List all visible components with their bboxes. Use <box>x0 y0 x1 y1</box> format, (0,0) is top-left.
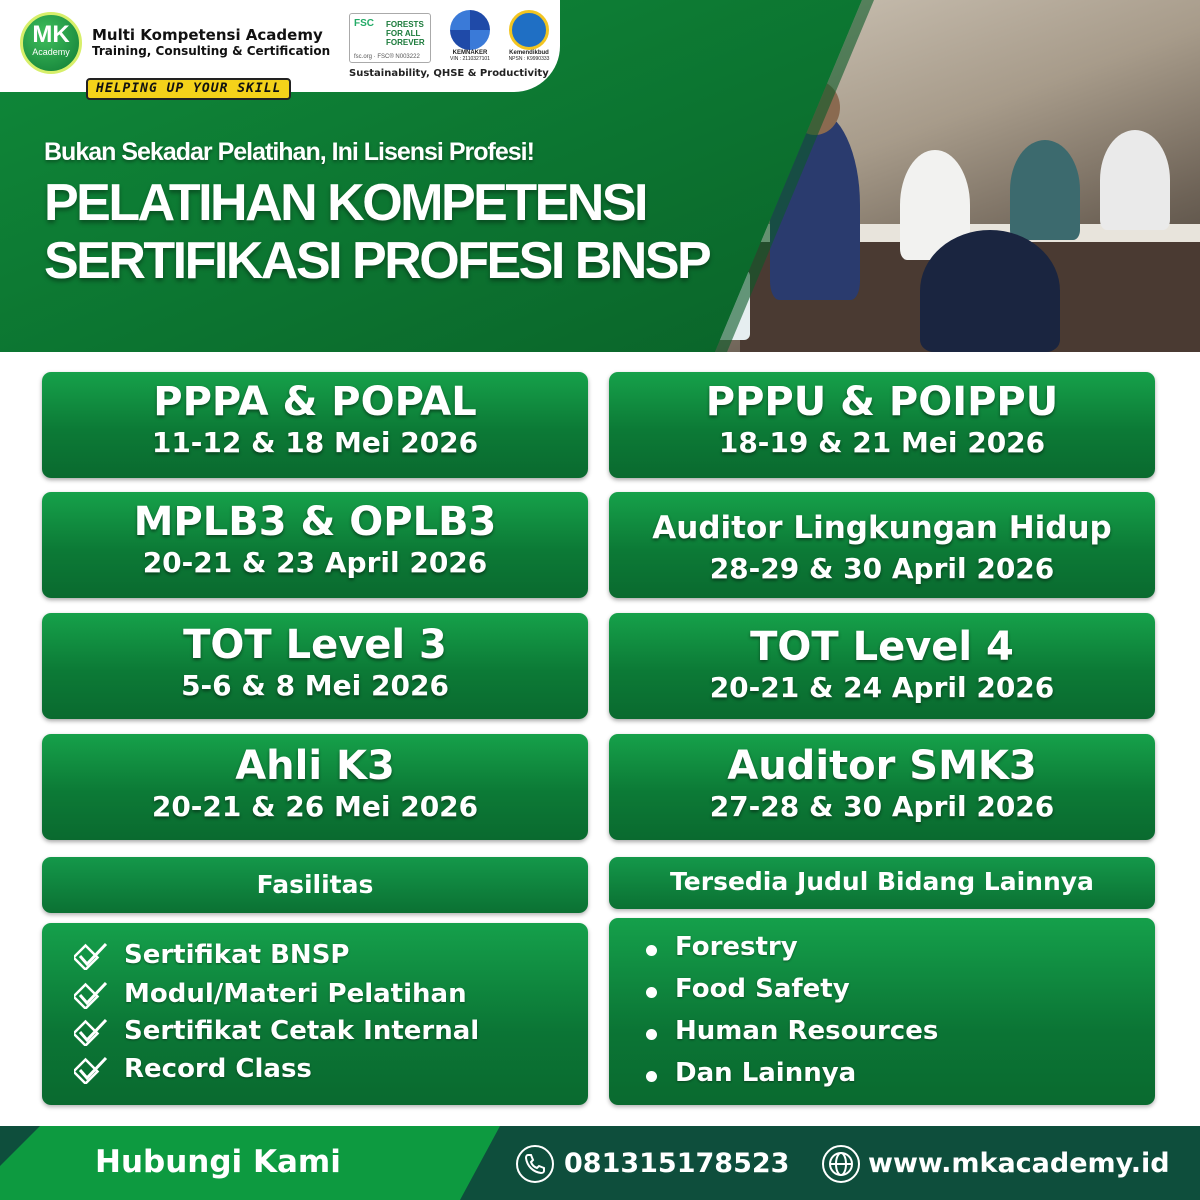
course-card[interactable] <box>42 492 588 598</box>
course-dates: 11-12 & 18 Mei 2026 <box>151 426 479 459</box>
facility-item: Modul/Materi Pelatihan <box>124 979 467 1009</box>
phone-number[interactable]: 081315178523 <box>564 1148 790 1179</box>
field-item: Food Safety <box>675 974 850 1004</box>
checkbox-checked-icon <box>74 1016 110 1046</box>
bullet-icon <box>646 945 657 956</box>
facility-item: Sertifikat Cetak Internal <box>124 1016 480 1046</box>
course-dates: 18-19 & 21 Mei 2026 <box>718 426 1046 459</box>
phone-icon[interactable] <box>516 1145 554 1183</box>
other-fields-heading: Tersedia Judul Bidang Lainnya <box>609 857 1155 909</box>
checkbox-checked-icon <box>74 979 110 1009</box>
course-title: TOT Level 3 <box>183 622 447 668</box>
course-dates: 20-21 & 24 April 2026 <box>709 671 1055 704</box>
fsc-logo: FSC FORESTS FOR ALL FOREVER fsc.org · FSC® N003222 <box>349 13 431 63</box>
field-item: Forestry <box>675 932 798 962</box>
mk-academy-logo: MK Academy <box>20 12 82 74</box>
course-title: Auditor Lingkungan Hidup <box>652 510 1112 546</box>
facility-item: Record Class <box>124 1054 312 1084</box>
kemendikbud-emblem-icon <box>509 10 549 50</box>
course-title: Ahli K3 <box>235 743 395 789</box>
course-card[interactable] <box>42 734 588 840</box>
tagline-badge: HELPING UP YOUR SKILL <box>86 78 291 100</box>
hero-subheading: Bukan Sekadar Pelatihan, Ini Lisensi Profesi! <box>44 138 534 166</box>
course-title: PPPU & POIPPU <box>705 379 1059 425</box>
course-card[interactable] <box>42 372 588 478</box>
course-title: TOT Level 4 <box>750 624 1014 670</box>
kemendikbud-logo: Kemendikbud NPSN : K9990333 <box>503 10 555 66</box>
hero-title: PELATIHAN KOMPETENSI SERTIFIKASI PROFESI BNSP <box>44 174 710 290</box>
brand-subtitle: Training, Consulting & Certification <box>92 44 331 58</box>
course-card[interactable] <box>609 492 1155 598</box>
globe-icon[interactable] <box>822 1145 860 1183</box>
bullet-icon <box>646 987 657 998</box>
kemnaker-logo: KEMNAKER VIN : 2110327101 <box>447 10 493 66</box>
course-card[interactable] <box>609 372 1155 478</box>
course-dates: 5-6 & 8 Mei 2026 <box>181 669 449 702</box>
course-dates: 27-28 & 30 April 2026 <box>709 790 1055 823</box>
partner-caption: Sustainability, QHSE & Productivity <box>349 68 549 79</box>
website-link[interactable]: www.mkacademy.id <box>868 1148 1170 1179</box>
course-title: MPLB3 & OPLB3 <box>133 499 497 545</box>
field-item: Dan Lainnya <box>675 1058 857 1088</box>
course-title: PPPA & POPAL <box>153 379 477 425</box>
course-dates: 20-21 & 26 Mei 2026 <box>151 790 479 823</box>
checkbox-checked-icon <box>74 1054 110 1084</box>
brand-name: Multi Kompetensi Academy <box>92 26 323 44</box>
field-item: Human Resources <box>675 1016 939 1046</box>
hero-banner <box>0 0 1200 352</box>
course-card[interactable] <box>609 734 1155 840</box>
kemnaker-emblem-icon <box>450 10 490 50</box>
bullet-icon <box>646 1071 657 1082</box>
course-card[interactable] <box>42 613 588 719</box>
facilities-heading: Fasilitas <box>42 857 588 913</box>
contact-label: Hubungi Kami <box>95 1144 341 1180</box>
course-title: Auditor SMK3 <box>727 743 1037 789</box>
course-card[interactable] <box>609 613 1155 719</box>
course-dates: 28-29 & 30 April 2026 <box>709 552 1055 585</box>
course-dates: 20-21 & 23 April 2026 <box>142 546 488 579</box>
bullet-icon <box>646 1029 657 1040</box>
checkbox-checked-icon <box>74 940 110 970</box>
facility-item: Sertifikat BNSP <box>124 940 350 970</box>
